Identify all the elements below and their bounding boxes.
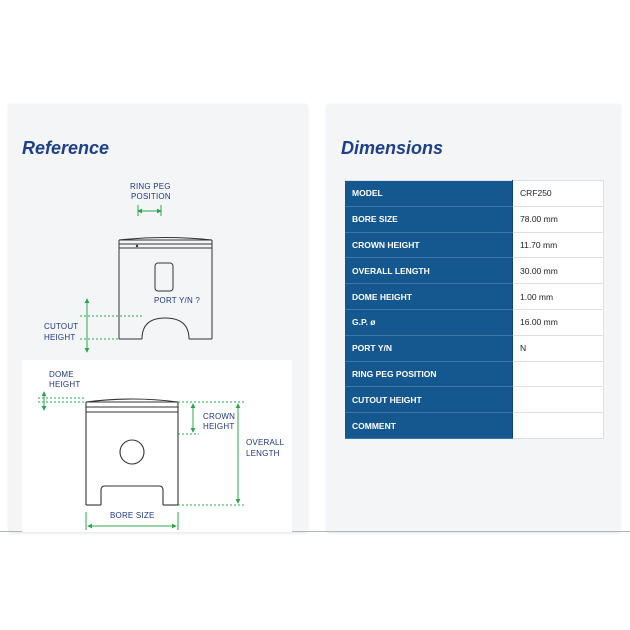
dome-label-line2: HEIGHT <box>49 380 81 389</box>
dimension-value <box>513 413 604 439</box>
bore-label: BORE SIZE <box>110 511 155 520</box>
dimension-label: CUTOUT HEIGHT <box>345 387 513 413</box>
port-label: PORT Y/N ? <box>154 296 201 305</box>
cutout-label-line2: HEIGHT <box>44 333 76 342</box>
dimension-label: CROWN HEIGHT <box>345 232 513 258</box>
dimension-value: 78.00 mm <box>513 206 604 232</box>
dimension-label: COMMENT <box>345 413 513 439</box>
ring-peg-label-line1: RING PEG <box>130 182 171 191</box>
piston-top-port <box>155 263 173 291</box>
reference-title: Reference <box>22 138 110 158</box>
dimension-row <box>345 181 604 207</box>
dimension-value: 30.00 mm <box>513 258 604 284</box>
dimensions-title: Dimensions <box>341 138 444 158</box>
dimensions-table <box>345 180 604 439</box>
dome-label-line1: DOME <box>49 370 74 379</box>
dimension-value: 1.00 mm <box>513 284 604 310</box>
dimension-row <box>345 206 604 232</box>
dimension-label: PORT Y/N <box>345 335 513 361</box>
overall-label-line1: OVERALL <box>246 438 285 447</box>
dimension-label: G.P. ø <box>345 309 513 335</box>
overall-label-line2: LENGTH <box>246 449 280 458</box>
dimension-value: 11.70 mm <box>513 232 604 258</box>
dimension-label: BORE SIZE <box>345 206 513 232</box>
dimension-value <box>513 387 604 413</box>
ring-peg-dimension <box>138 205 161 216</box>
dimension-row <box>345 258 604 284</box>
dimension-label: RING PEG POSITION <box>345 361 513 387</box>
piston-top-cutout <box>142 318 189 339</box>
dimension-row <box>345 309 604 335</box>
dimension-value: N <box>513 335 604 361</box>
dimension-value: 16.00 mm <box>513 309 604 335</box>
cutout-height-dimension <box>80 299 142 352</box>
crown-label-line1: CROWN <box>203 412 236 421</box>
crown-label-line2: HEIGHT <box>203 422 235 431</box>
dimension-row <box>345 284 604 310</box>
dimension-label: OVERALL LENGTH <box>345 258 513 284</box>
dimension-value <box>513 361 604 387</box>
dimension-row <box>345 335 604 361</box>
dimension-row <box>345 232 604 258</box>
dimension-label: MODEL <box>345 181 513 207</box>
dimension-value: CRF250 <box>513 181 604 207</box>
piston-top-view <box>119 238 212 340</box>
dimension-row <box>345 413 604 439</box>
dimension-row <box>345 361 604 387</box>
dimension-label: DOME HEIGHT <box>345 284 513 310</box>
ring-peg-label-line2: POSITION <box>131 192 171 201</box>
ring-peg-dot <box>136 245 138 247</box>
dimension-row <box>345 387 604 413</box>
cutout-label-line1: CUTOUT <box>44 322 79 331</box>
